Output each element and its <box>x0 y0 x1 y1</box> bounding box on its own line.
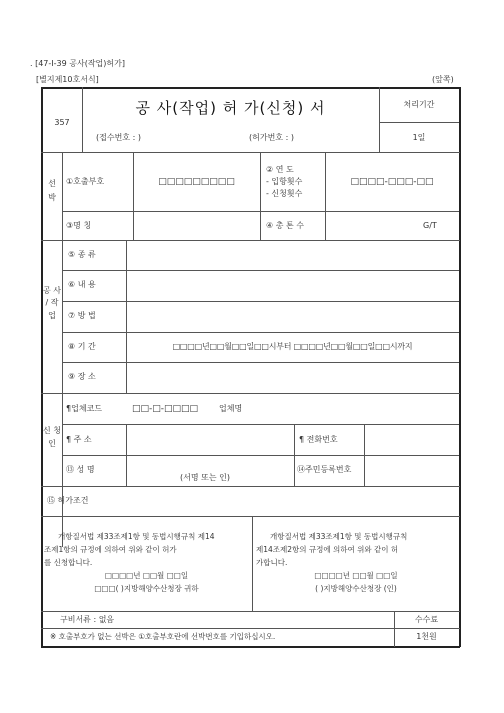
application-statement-line2: 조제1항의 규정에 의하여 위와 같이 허가 <box>44 545 177 554</box>
work-section-label: 공 사 / 작 업 <box>43 286 61 320</box>
applications-label: - 신청횟수 <box>266 189 303 198</box>
signature-hint: (서명 또는 인) <box>180 473 230 482</box>
work-type-label: ⑤ 종 류 <box>68 250 96 259</box>
permit-statement-line2: 제14조제2항의 규정에 의하여 위와 같이 허 <box>256 545 399 554</box>
receipt-number-label: (접수번호 : ) <box>96 133 141 142</box>
applicant-section-label: 신 청 인 <box>43 426 61 448</box>
phone-label: ¶ 전화번호 <box>299 435 338 444</box>
form-title: 공 사(작업) 허 가(신청) 서 <box>135 99 326 117</box>
year-entries-value[interactable]: □□□□-□□□-□□ <box>350 177 434 187</box>
call-sign-label: ①호출부호 <box>66 177 105 186</box>
application-date[interactable]: □□□□년 □□월 □□일 <box>104 571 189 580</box>
call-sign-note: ※ 호출부호가 없는 선박은 ①호출부호란에 선박번호를 기입하십시오. <box>50 632 276 641</box>
required-documents: 구비서류 : 없음 <box>60 615 115 624</box>
entries-label: - 입항횟수 <box>266 177 303 186</box>
applicant-name-label: ⑬ 성 명 <box>66 465 95 474</box>
form-number: [별지제10호서식] <box>36 75 99 84</box>
work-method-label: ⑦ 방 법 <box>68 311 96 320</box>
ship-name-label: ③명 칭 <box>66 221 92 230</box>
work-period-label: ⑧ 기 간 <box>68 342 96 351</box>
application-statement <box>44 530 249 595</box>
application-statement-line3: 를 신청합니다. <box>44 558 93 567</box>
permit-statement-line3: 가합니다. <box>256 558 288 567</box>
work-period-value[interactable]: □□□□년□□월□□일□□시부터 □□□□년□□월□□일□□시까지 <box>172 342 413 351</box>
address-label: ¶ 주 소 <box>66 435 92 444</box>
permit-number-label: (허가번호 : ) <box>249 133 294 142</box>
permit-statement <box>256 530 456 595</box>
processing-period-value: 1일 <box>412 133 426 142</box>
ship-section-label: 선 박 <box>48 179 56 203</box>
call-sign-value[interactable]: □□□□□□□□□ <box>158 177 235 187</box>
permit-signer: ( )지방해양수산청장 (인) <box>315 584 397 593</box>
fee-label: 수수료 <box>414 615 439 624</box>
application-statement-line1: 개항질서법 제33조제1항 및 동법시행규칙 제14 <box>58 532 215 541</box>
form-serial-number: 357 <box>54 118 70 127</box>
document-code: . [47-I-39 공사(작업)허가] <box>30 59 125 68</box>
company-name-label: 업체명 <box>219 404 243 413</box>
page-side-label: (앞쪽) <box>432 75 454 84</box>
tonnage-unit: G/T <box>423 221 437 230</box>
year-label: ② 연 도 <box>266 165 294 174</box>
permit-date[interactable]: □□□□년 □□월 □□일 <box>314 571 398 580</box>
fee-value: 1천원 <box>416 632 437 641</box>
work-place-label: ⑨ 장 소 <box>68 372 96 381</box>
processing-period-label: 처리기간 <box>403 100 435 109</box>
company-code-value[interactable]: □□-□-□□□□ <box>132 404 199 414</box>
permit-statement-line1: 개항질서법 제33조제1항 및 동법시행규칙 <box>270 532 408 541</box>
company-code-label: ¶업체코드 <box>66 404 103 413</box>
gross-tonnage-label: ④ 총 톤 수 <box>266 221 304 230</box>
permit-conditions-label: ⑮ 허가조건 <box>47 496 89 505</box>
resident-number-label: ⑭주민등록번호 <box>297 465 352 474</box>
application-addressee: □□□( )지방해양수산청장 귀하 <box>94 584 199 593</box>
work-content-label: ⑥ 내 용 <box>68 280 96 289</box>
